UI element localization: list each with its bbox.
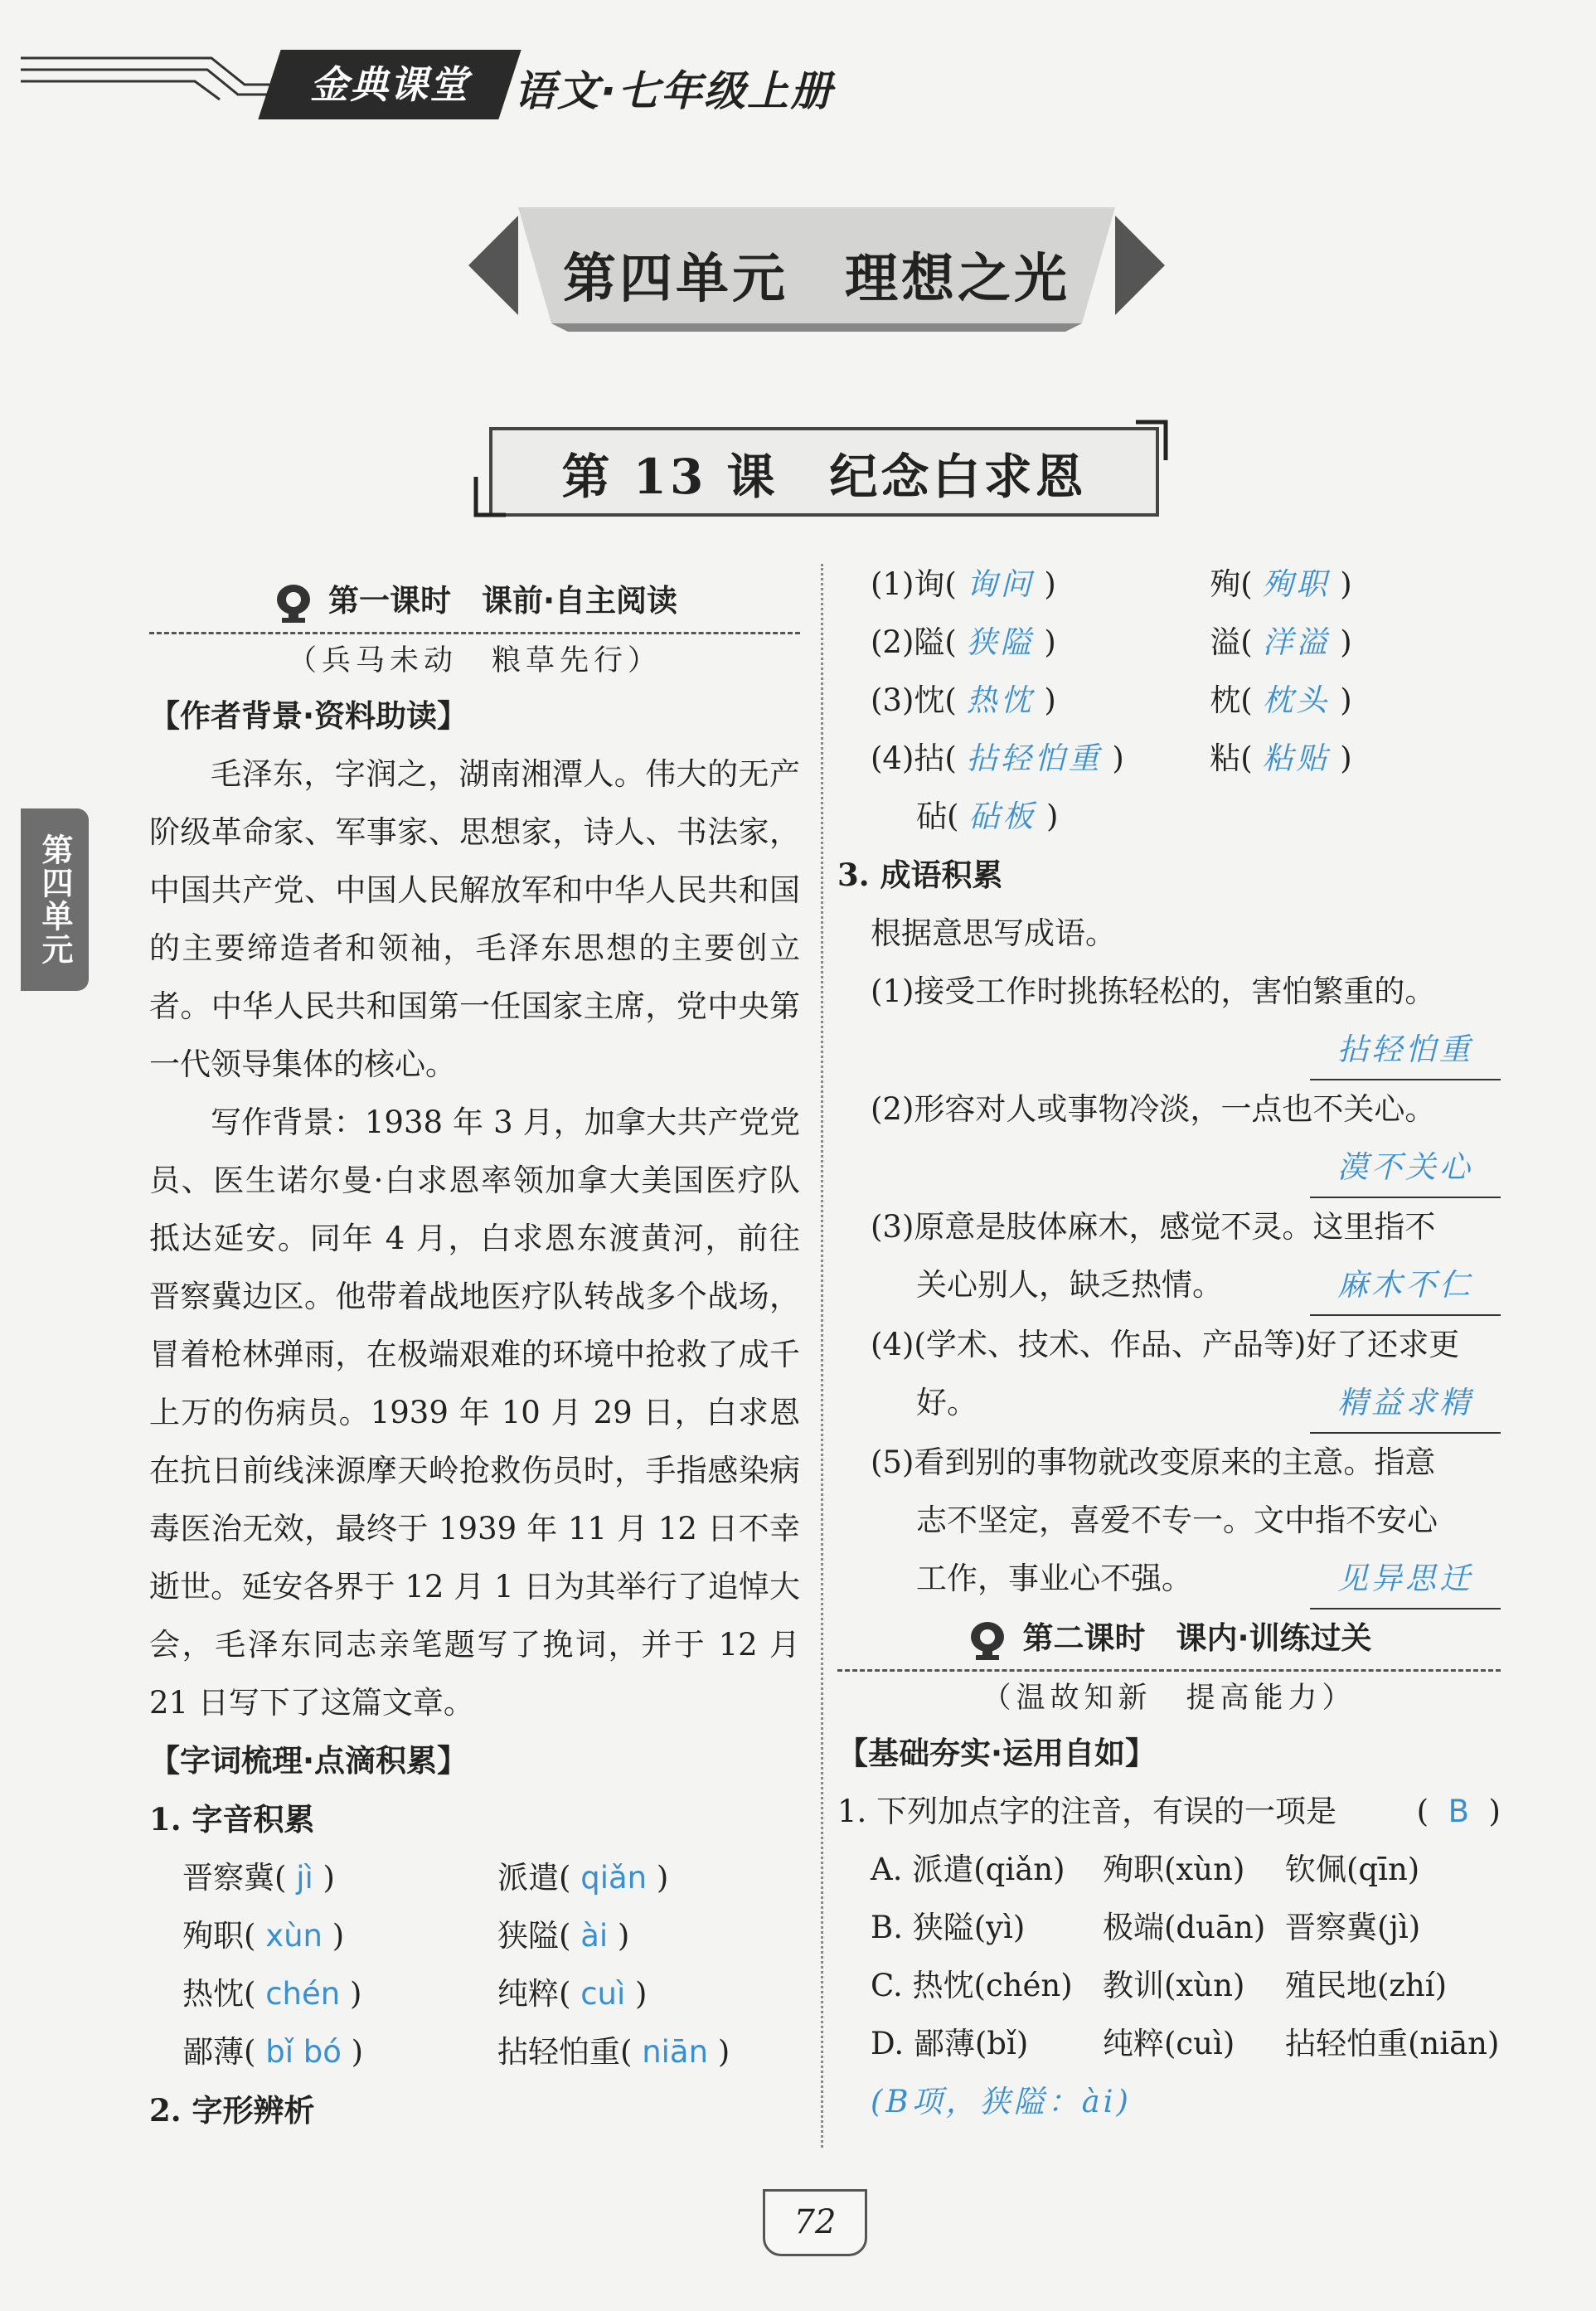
glyph-answer: 砧板 — [968, 799, 1037, 834]
glyph-answer: 询问 — [966, 566, 1035, 602]
glyph-answer: 枕头 — [1262, 682, 1331, 718]
idiom-item: (1)接受工作时挑拣轻松的，害怕繁重的。 拈轻怕重 — [837, 963, 1501, 1080]
glyph-row: (2)隘( 狭隘 ) 溢( 洋溢 ) — [871, 624, 1352, 660]
lesson-title: 第 13 课 纪念白求恩 — [561, 449, 1087, 505]
glyph-answer: 洋溢 — [1262, 624, 1331, 660]
glyph-row: (3)忱( 热忱 ) 枕( 枕头 ) — [871, 682, 1352, 718]
right-column — [837, 556, 1501, 2131]
idiom-answer: 精益求精 — [1310, 1374, 1501, 1434]
section-heading-2 — [837, 1609, 1501, 1668]
idiom-item: (2)形容对人或事物冷淡，一点也不关心。 漠不关心 — [837, 1080, 1501, 1198]
pinyin-answer: jì — [296, 1860, 313, 1896]
idiom-answer: 见异思迁 — [1310, 1550, 1501, 1609]
header-decorative-lines — [21, 51, 269, 101]
pinyin-answer: qiǎn — [580, 1860, 648, 1896]
mcq-options — [837, 1841, 1501, 2073]
section-title: 第二课时 课内·训练过关 — [1022, 1620, 1372, 1656]
section-title: 第一课时 课前·自主阅读 — [327, 583, 678, 619]
idiom-answer: 麻木不仁 — [1310, 1256, 1501, 1316]
q3-title: 3. 成语积累 — [837, 857, 1003, 893]
basic-heading: 【基础夯实·运用自如】 — [837, 1736, 1157, 1771]
q1-title: 1. 字音积累 — [149, 1801, 315, 1838]
section-motto: （温故知新 提高能力） — [982, 1682, 1356, 1715]
pinyin-row: 鄙薄( bǐ bó ) 拈轻怕重( niān ) — [182, 2034, 730, 2070]
pinyin-answer: bǐ bó — [265, 2034, 342, 2070]
glyph-row: (4)拈( 拈轻怕重 ) 粘( 粘贴 ) — [871, 740, 1352, 776]
pinyin-row: 热忱( chén ) 纯粹( cuì ) — [182, 1976, 648, 2012]
author-background-heading: 【作者背景·资料助读】 — [149, 698, 468, 734]
glyph-answer: 热忱 — [966, 682, 1035, 718]
pinyin-answer: ài — [580, 1918, 609, 1954]
pinyin-answer: xùn — [265, 1918, 323, 1954]
mcq-question: 1. 下列加点字的注音，有误的一项是 ( B ) A. 派遣(qiǎn) 殉职(xùn) 钦佩(qīn) B. 狭隘(yì) 极端(duān) 晋察冀(jì) C. 热忱(chén) 教训(xùn) 殖民地(zhí) D. 鄙薄(bǐ) 纯粹(cuì) 拈轻怕重(niān) (B项，狭隘：ài) — [837, 1783, 1501, 2131]
pinyin-answer: chén — [265, 1976, 341, 2012]
q3-intro: 根据意思写成语。 — [871, 915, 1116, 951]
vocab-heading: 【字词梳理·点滴积累】 — [149, 1743, 468, 1779]
idiom-answer: 漠不关心 — [1310, 1139, 1501, 1198]
q2-title: 2. 字形辨析 — [149, 2092, 315, 2129]
unit-title: 第四单元 理想之光 — [563, 249, 1070, 310]
page-number: 72 — [763, 2189, 867, 2256]
section-motto: （兵马未动 粮草先行） — [287, 644, 662, 677]
mcq-stem: 1. 下列加点字的注音，有误的一项是 — [837, 1794, 1337, 1829]
idiom-answer: 拈轻怕重 — [1310, 1021, 1501, 1080]
pinyin-answer: cuì — [580, 1976, 626, 2012]
mcq-answer-note: (B项，狭隘：ài) — [871, 2084, 1132, 2119]
mcq-option: C. 热忱(chén) 教训(xùn) 殖民地(zhí) — [871, 1968, 1448, 2003]
idiom-list — [837, 963, 1501, 1609]
subject-title: 语文·七年级上册 — [514, 67, 833, 115]
glyph-row: (1)询( 询问 ) 殉( 殉职 ) — [871, 566, 1352, 602]
trophy-icon — [272, 581, 315, 624]
idiom-item: (3)原意是肢体麻木，感觉不灵。这里指不 关心别人，缺乏热情。 麻木不仁 — [837, 1198, 1501, 1316]
author-paragraph: 毛泽东，字润之，湖南湘潭人。伟大的无产阶级革命家、军事家、思想家，诗人、书法家，中国共产党、中国人民解放军和中华人民共和国的主要缔造者和领袖，毛泽东思想的主要创立者。中华人民共和国第一任国家主席，党中央第一代领导集体的核心。 — [149, 756, 800, 1082]
column-divider — [821, 564, 823, 2148]
glyph-answer: 粘贴 — [1262, 740, 1331, 776]
left-column — [149, 572, 800, 2140]
glyph-row-extra: 砧( 砧板 ) — [916, 799, 1059, 834]
idiom-item: (4)(学术、技术、作品、产品等)好了还求更 好。 精益求精 — [837, 1316, 1501, 1434]
trophy-icon — [966, 1619, 1009, 1662]
idiom-item: (5)看到别的事物就改变原来的主意。指意 志不坚定，喜爱不专一。文中指不安心 工作，事业心不强。 见异思迁 — [837, 1434, 1501, 1609]
brand-logo: 金典课堂 — [258, 50, 521, 119]
glyph-list — [837, 556, 1501, 846]
glyph-answer: 殉职 — [1262, 566, 1331, 602]
glyph-answer: 拈轻怕重 — [966, 740, 1103, 776]
pinyin-answer: niān — [642, 2034, 709, 2070]
mcq-option: A. 派遣(qiǎn) 殉职(xùn) 钦佩(qīn) — [871, 1852, 1420, 1887]
glyph-answer: 狭隘 — [966, 624, 1035, 660]
mcq-option: B. 狭隘(yì) 极端(duān) 晋察冀(jì) — [871, 1910, 1421, 1945]
pinyin-row: 晋察冀( jì ) 派遣( qiǎn ) — [182, 1860, 669, 1896]
writing-background-paragraph: 写作背景：1938 年 3 月，加拿大共产党党员、医生诺尔曼·白求恩率领加拿大美国医疗队抵达延安。同年 4 月，白求恩东渡黄河，前往晋察冀边区。他带着战地医疗队转战多个战场，冒着枪林弹雨，在极端艰难的环境中抢救了成千上万的伤病员。1939 年 10 月 29 日，白求恩在抗日前线涞源摩天岭抢救伤员时，手指感染病毒医治无效，最终于 1939 年 11 月 12 日不幸逝世。延安各界于 12 月 1 日为其举行了追悼大会，毛泽东同志亲笔题写了挽词，并于 12 月 21 日写下了这篇文章。 — [149, 1105, 800, 1721]
mcq-option: D. 鄙薄(bǐ) 纯粹(cuì) 拈轻怕重(niān) — [871, 2026, 1500, 2061]
unit-side-tab: 第四单元 — [21, 808, 89, 991]
mcq-answer: B — [1448, 1794, 1470, 1829]
section-heading-1 — [149, 572, 800, 630]
pinyin-list — [149, 1849, 800, 2081]
pinyin-row: 殉职( xùn ) 狭隘( ài ) — [182, 1918, 630, 1954]
